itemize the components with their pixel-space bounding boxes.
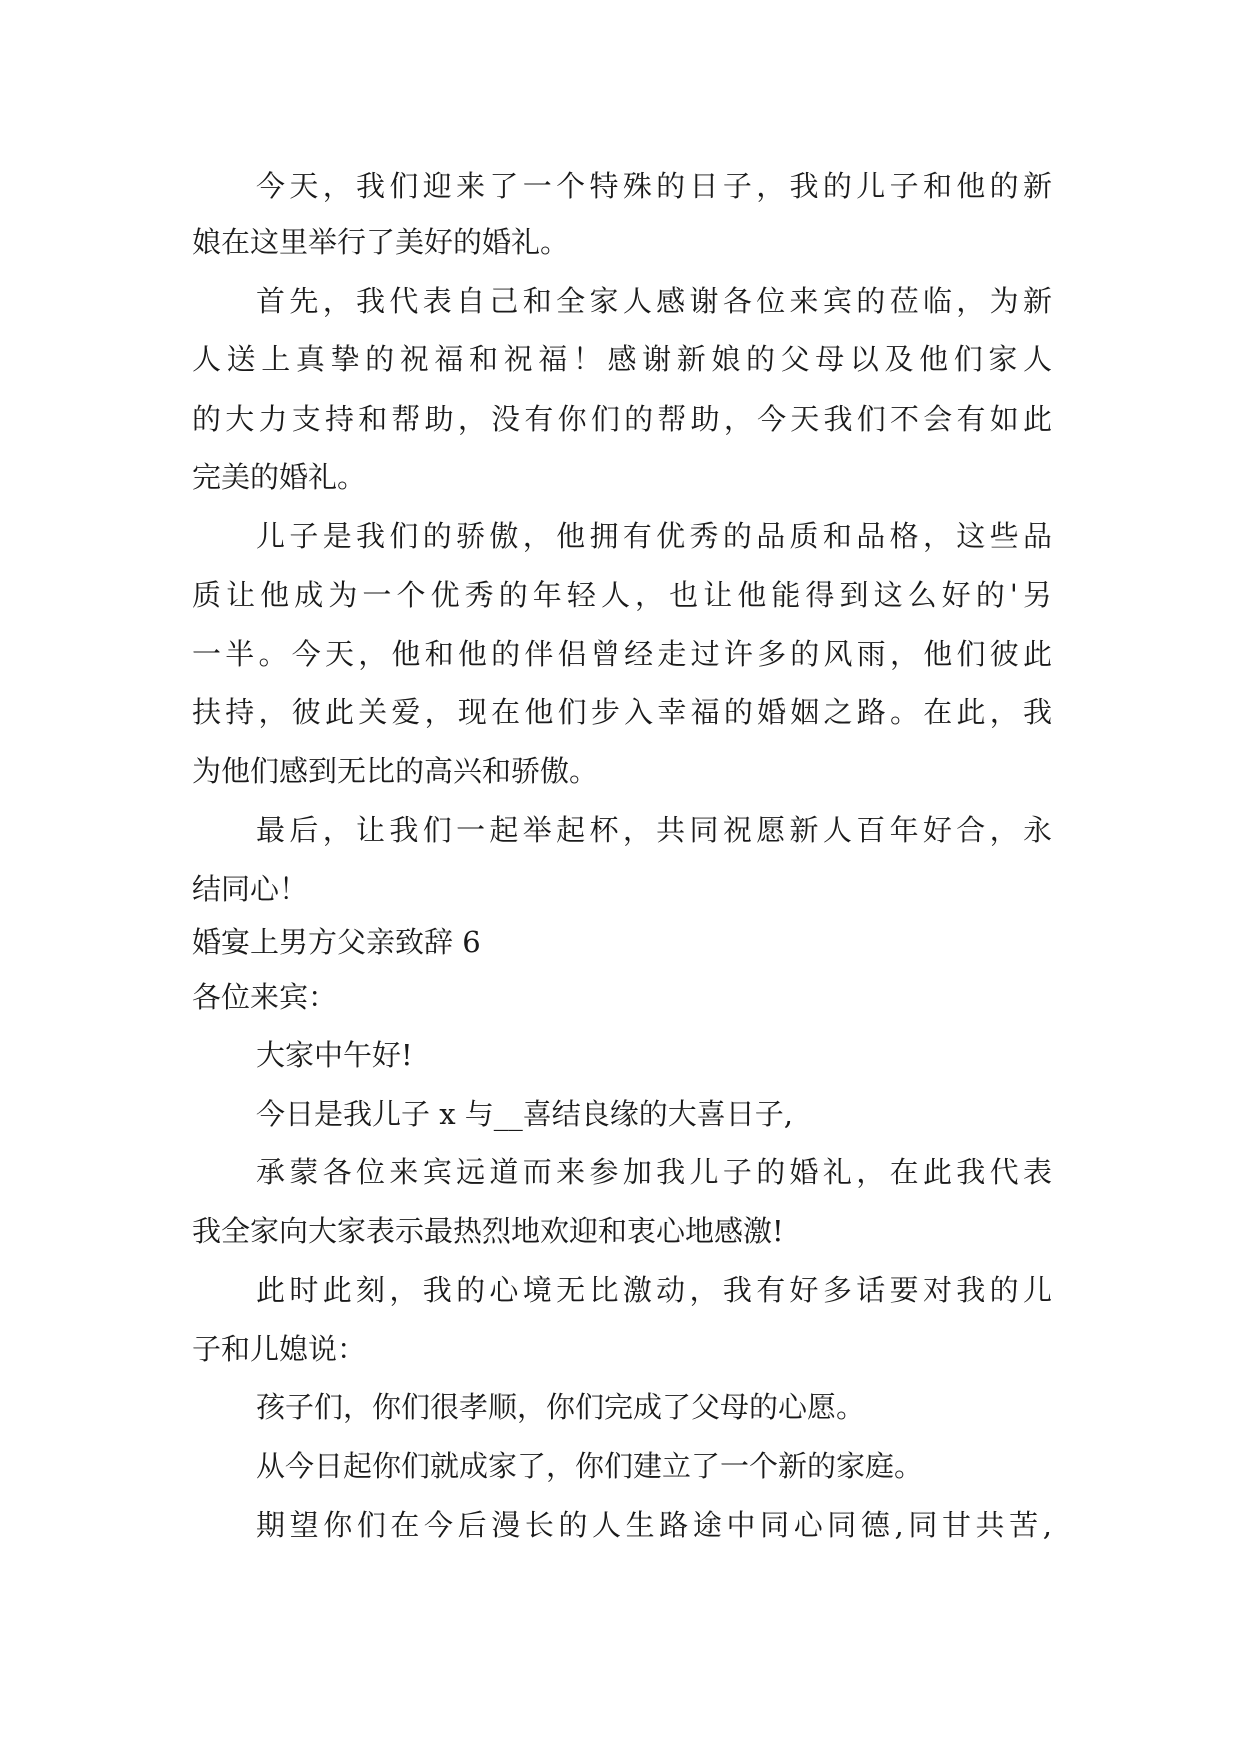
paragraph-line: 结同心！ <box>192 872 309 906</box>
paragraph-line: 今日是我儿子 x 与__喜结良缘的大喜日子, <box>256 1097 794 1131</box>
paragraph-line: 完美的婚礼。 <box>192 460 367 494</box>
paragraph-line: 子和儿媳说： <box>192 1332 367 1366</box>
paragraph-line: 承蒙各位来宾远道而来参加我儿子的婚礼，在此我代表 <box>256 1155 1052 1189</box>
paragraph-line: 儿子是我们的骄傲，他拥有优秀的品质和品格，这些品 <box>256 519 1052 553</box>
paragraph-line: 一半。今天，他和他的伴侣曾经走过许多的风雨，他们彼此 <box>192 637 1052 671</box>
paragraph-line: 从今日起你们就成家了，你们建立了一个新的家庭。 <box>256 1449 924 1483</box>
paragraph-line: 人送上真挚的祝福和祝福！感谢新娘的父母以及他们家人 <box>192 342 1052 376</box>
paragraph-line: 大家中午好! <box>256 1038 413 1072</box>
paragraph-line: 质让他成为一个优秀的年轻人，也让他能得到这么好的'另 <box>192 578 1052 612</box>
salutation: 各位来宾： <box>192 980 338 1014</box>
paragraph-line: 期望你们在今后漫长的人生路途中同心同德,同甘共苦, <box>256 1508 1052 1542</box>
paragraph-line: 今天，我们迎来了一个特殊的日子，我的儿子和他的新 <box>256 169 1052 203</box>
paragraph-line: 我全家向大家表示最热烈地欢迎和衷心地感激! <box>192 1214 784 1248</box>
paragraph-line: 的大力支持和帮助，没有你们的帮助，今天我们不会有如此 <box>192 402 1052 436</box>
section-heading: 婚宴上男方父亲致辞 6 <box>192 925 481 959</box>
paragraph-line: 首先，我代表自己和全家人感谢各位来宾的莅临，为新 <box>256 284 1052 318</box>
paragraph-line: 孩子们，你们很孝顺，你们完成了父母的心愿。 <box>256 1390 866 1424</box>
paragraph-line: 此时此刻，我的心境无比激动，我有好多话要对我的儿 <box>256 1273 1052 1307</box>
paragraph-line: 最后，让我们一起举起杯，共同祝愿新人百年好合，永 <box>256 813 1052 847</box>
paragraph-line: 扶持，彼此关爱，现在他们步入幸福的婚姻之路。在此，我 <box>192 695 1052 729</box>
paragraph-line: 为他们感到无比的高兴和骄傲。 <box>192 754 599 788</box>
paragraph-line: 娘在这里举行了美好的婚礼。 <box>192 225 570 259</box>
